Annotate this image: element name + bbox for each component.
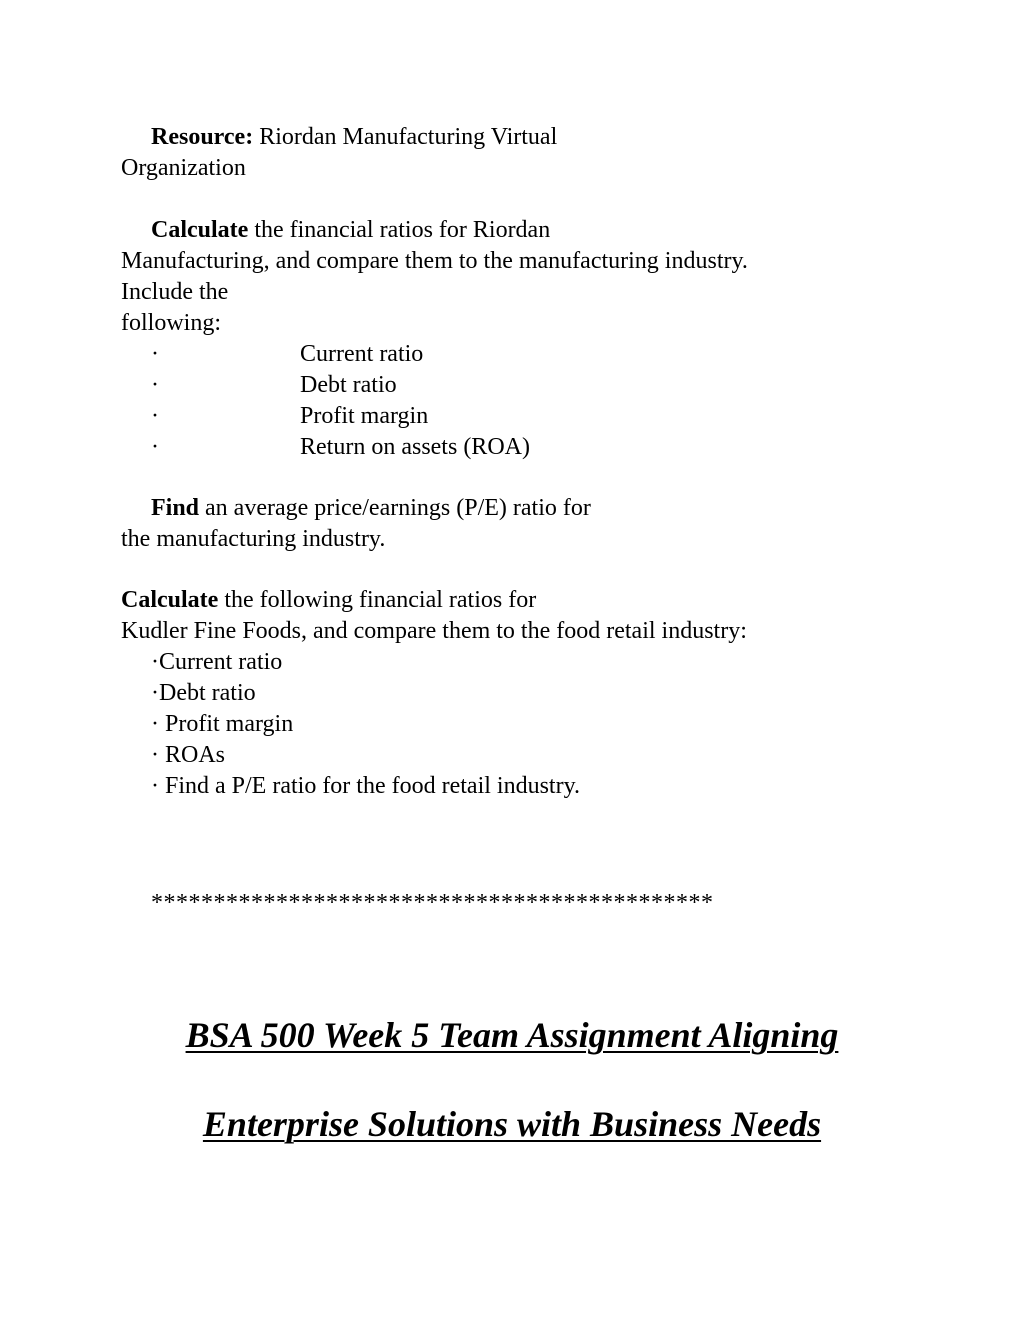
pe-verb: Find [151,495,200,521]
riordan-verb: Calculate [151,217,249,243]
kudler-text: the following financial ratios for [218,587,537,613]
bullet-marker: · [151,403,159,429]
list-item: · Profit margin [151,711,294,737]
asterisk-separator: ********************************************* [151,890,714,916]
kudler-instruction [121,585,536,616]
pe-line-2: the manufacturing industry. [121,526,386,552]
riordan-line-4: following: [121,310,221,336]
list-item: Return on assets (ROA) [300,434,530,460]
list-item: Debt ratio [300,372,397,398]
pe-instruction [151,493,591,524]
bullet-marker: · [151,341,159,367]
list-item: Profit margin [300,403,429,429]
riordan-text: the financial ratios for Riordan [248,217,551,243]
resource-label: Resource: [151,124,254,150]
riordan-instruction [151,215,550,246]
list-item: · Find a P/E ratio for the food retail industry. [151,773,581,799]
list-item: ·Current ratio [151,649,283,675]
resource-text: Riordan Manufacturing Virtual [253,124,558,150]
resource-line [151,122,557,153]
resource-line-2: Organization [121,155,246,181]
kudler-line-2: Kudler Fine Foods, and compare them to the food retail industry: [121,618,747,644]
page-title-line-2: Enterprise Solutions with Business Needs [202,1104,822,1144]
bullet-marker: · [151,372,159,398]
page-title-line-1: BSA 500 Week 5 Team Assignment Aligning [185,1015,839,1055]
pe-text: an average price/earnings (P/E) ratio for [199,495,591,521]
list-item: Current ratio [300,341,424,367]
bullet-marker: · [151,434,159,460]
riordan-line-3: Include the [121,279,229,305]
riordan-line-2: Manufacturing, and compare them to the manufacturing industry. [121,248,748,274]
kudler-verb: Calculate [121,587,219,613]
list-item: · ROAs [151,742,226,768]
list-item: ·Debt ratio [151,680,256,706]
